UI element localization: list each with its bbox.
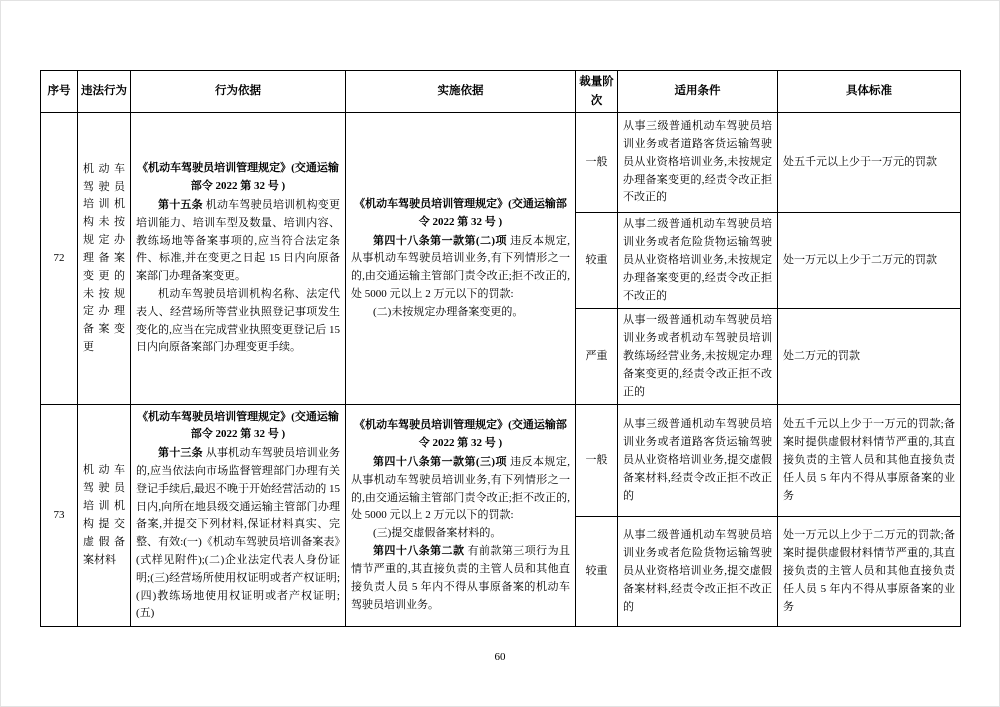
cell-standard: 处一万元以上少于二万元的罚款;备案时提供虚假材料情节严重的,其直接负责的主管人员和其他直接负责任人员 5 年内不得从事原备案的业务 bbox=[778, 517, 961, 627]
header-violation: 违法行为 bbox=[78, 71, 131, 113]
basis-paragraph bbox=[136, 445, 340, 623]
cell-standard: 处五千元以上少于一万元的罚款 bbox=[778, 113, 961, 213]
header-condition: 适用条件 bbox=[618, 71, 778, 113]
cell-index-72: 72 bbox=[41, 113, 78, 405]
regulation-table bbox=[40, 70, 961, 627]
basis-paragraph bbox=[351, 525, 570, 543]
header-behavior-basis: 行为依据 bbox=[131, 71, 346, 113]
cell-condition: 从事二级普通机动车驾驶员培训业务或者危险货物运输驾驶员从业资格培训业务,提交虚假备案材料,经责令改正拒不改正的 bbox=[618, 517, 778, 627]
cell-level: 严重 bbox=[576, 309, 618, 405]
cell-violation-72: 机动车驾驶员培训机构未按规定办理备案变更的未按规定办理备案变更 bbox=[78, 113, 131, 405]
cell-level: 一般 bbox=[576, 405, 618, 517]
article-text: 违反本规定,从事机动车驾驶员培训业务,有下列情形之一的,由交通运输主管部门责令改正;拒不改正的,处 5000 元以上 2 万元以下的罚款: bbox=[351, 234, 571, 301]
article-text: 机动车驾驶员培训机构变更培训能力、培训车型及数量、培训内容、教练场地等备案事项的,应当符合法定条件、标准,并在变更之日起 15 日内向原备案部门办理备案变更。 bbox=[136, 198, 340, 283]
cell-condition: 从事三级普通机动车驾驶员培训业务或者道路客货运输驾驶员从业资格培训业务,未按规定办理备案变更的,经责令改正拒不改正的 bbox=[618, 113, 778, 213]
table-row-73-general bbox=[41, 405, 961, 517]
cell-behavior-basis-72 bbox=[131, 113, 346, 405]
article-lead: 第四十八条第一款第(二)项 bbox=[373, 234, 507, 247]
article-text: 从事机动车驾驶员培训业务的,应当依法向市场监督管理部门办理有关登记手续后,最迟不晚于开始经营活动的 15 日内,向所在地县级交通运输主管部门办理备案,并提交下列材料,保证材料真实、完整、有效:(一)《机动车驾驶员培训备案表》(式样见附件);(二)企业法定代表人身份证明;(三)经营场所使用权证明或者产权证明;(四)教练场地使用权证明或者产权证明;(五) bbox=[136, 447, 340, 620]
article-lead: 第四十八条第一款第(三)项 bbox=[373, 456, 507, 469]
table-header-row bbox=[41, 71, 961, 113]
regulation-title: 《机动车驾驶员培训管理规定》(交通运输部令 2022 第 32 号 ) bbox=[137, 162, 339, 193]
article-text: 违反本规定,从事机动车驾驶员培训业务,有下列情形之一的,由交通运输主管部门责令改正;拒不改正的,处 5000 元以上 2 万元以下的罚款: bbox=[351, 456, 571, 522]
article-text: (三)提交虚假备案材料的。 bbox=[373, 527, 502, 540]
cell-behavior-basis-73 bbox=[131, 405, 346, 627]
header-level: 裁量阶次 bbox=[576, 71, 618, 113]
cell-standard: 处五千元以上少于一万元的罚款;备案时提供虚假材料情节严重的,其直接负责的主管人员和其他直接负责任人员 5 年内不得从事原备案的业务 bbox=[778, 405, 961, 517]
regulation-title: 《机动车驾驶员培训管理规定》(交通运输部令 2022 第 32 号 ) bbox=[354, 419, 567, 450]
basis-paragraph bbox=[136, 286, 340, 357]
cell-standard: 处一万元以上少于二万元的罚款 bbox=[778, 213, 961, 309]
regulation-title: 《机动车驾驶员培训管理规定》(交通运输部令 2022 第 32 号 ) bbox=[137, 410, 339, 441]
header-index: 序号 bbox=[41, 71, 78, 113]
cell-level: 较重 bbox=[576, 517, 618, 627]
basis-paragraph bbox=[351, 233, 570, 304]
article-lead: 第十五条 bbox=[158, 198, 203, 211]
cell-condition: 从事三级普通机动车驾驶员培训业务或者道路客货运输驾驶员从业资格培训业务,提交虚假备案材料,经责令改正拒不改正的 bbox=[618, 405, 778, 517]
cell-condition: 从事二级普通机动车驾驶员培训业务或者危险货物运输驾驶员从业资格培训业务,未按规定办理备案变更的,经责令改正拒不改正的 bbox=[618, 213, 778, 309]
cell-implementation-basis-72 bbox=[346, 113, 576, 405]
regulation-title: 《机动车驾驶员培训管理规定》(交通运输部令 2022 第 32 号 ) bbox=[354, 197, 567, 228]
basis-paragraph bbox=[351, 304, 570, 322]
article-text: (二)未按规定办理备案变更的。 bbox=[373, 305, 524, 318]
cell-implementation-basis-73 bbox=[346, 405, 576, 627]
article-lead: 第十三条 bbox=[158, 447, 203, 460]
article-text: 有前款第三项行为且情节严重的,其直接负责的主管人员和其他直接负责人员 5 年内不得从事原备案的机动车驾驶员培训业务。 bbox=[351, 545, 571, 611]
cell-index-73: 73 bbox=[41, 405, 78, 627]
header-standard: 具体标准 bbox=[778, 71, 961, 113]
basis-paragraph bbox=[136, 197, 340, 286]
article-text: 机动车驾驶员培训机构名称、法定代表人、经营场所等营业执照登记事项发生变化的,应当在完成营业执照变更登记后 15 日内向原备案部门办理变更手续。 bbox=[136, 288, 340, 354]
page-number: 60 bbox=[494, 651, 506, 663]
header-implementation-basis: 实施依据 bbox=[346, 71, 576, 113]
cell-violation-73: 机动车驾驶员培训机构提交虚假备案材料 bbox=[78, 405, 131, 627]
cell-level: 较重 bbox=[576, 213, 618, 309]
basis-paragraph bbox=[351, 543, 570, 614]
cell-level: 一般 bbox=[576, 113, 618, 213]
article-lead: 第四十八条第二款 bbox=[373, 545, 465, 558]
basis-paragraph bbox=[351, 454, 570, 525]
table-row-72-general bbox=[41, 113, 961, 213]
cell-standard: 处二万元的罚款 bbox=[778, 309, 961, 405]
cell-condition: 从事一级普通机动车驾驶员培训业务或者机动车驾驶员培训教练场经营业务,未按规定办理备案变更的,经责令改正拒不改正的 bbox=[618, 309, 778, 405]
